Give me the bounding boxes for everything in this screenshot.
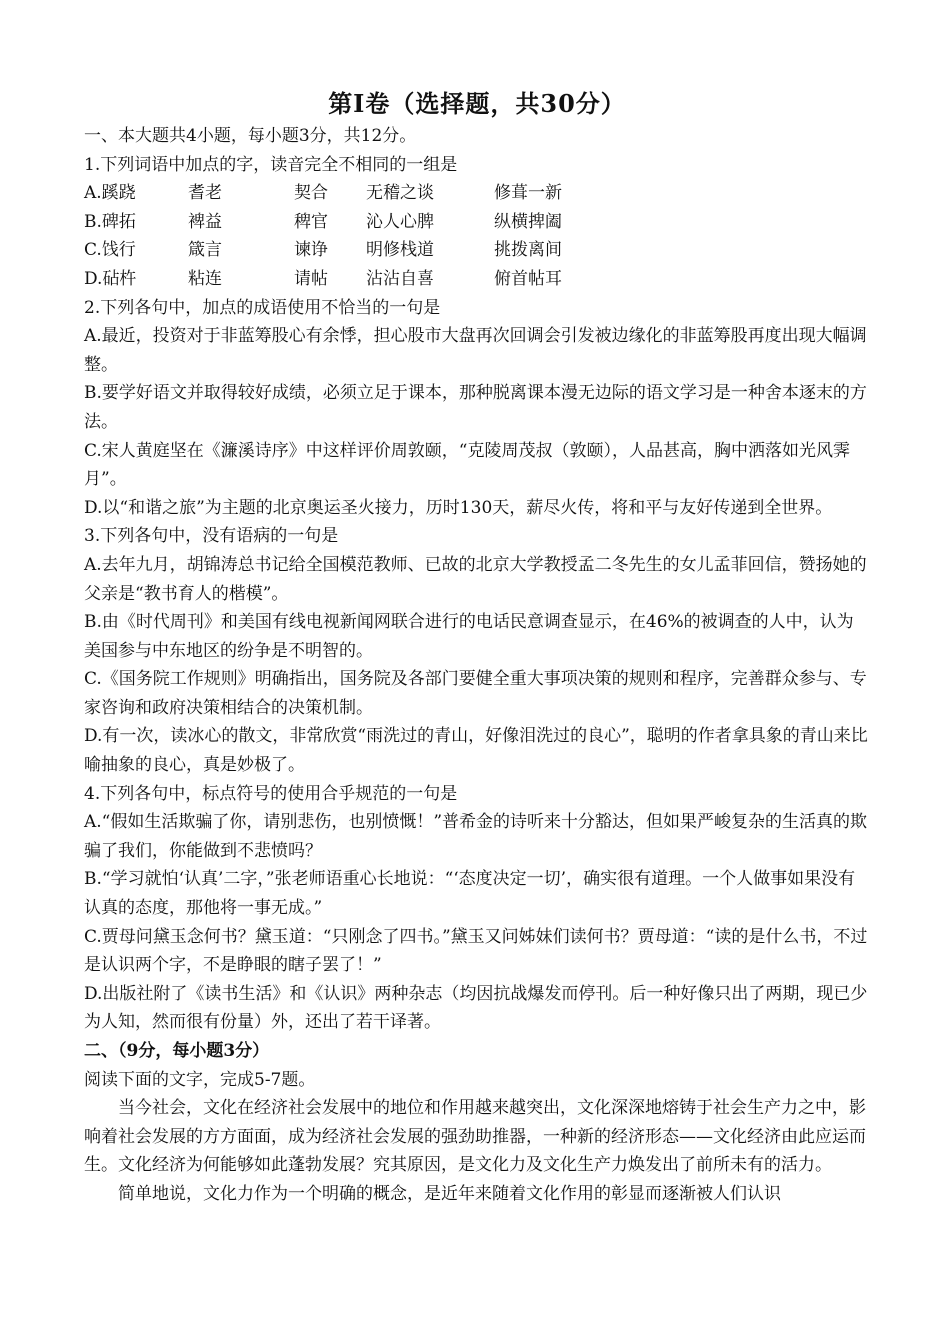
answer-option: C.宋人黄庭坚在《濂溪诗序》中这样评价周敦颐，“克陵周茂叔（敦颐），人品甚高，胸中洒落如光风霁月”。 xyxy=(84,440,850,490)
passage-paragraph: 当今社会，文化在经济社会发展中的地位和作用越来越突出，文化深深地熔铸于社会生产力之中，影响着社会发展的方方面面，成为经济社会发展的强劲助推器，一种新的经济形态——文化经济由此应运而生。文化经济为何能够如此蓬勃发展？究其原因，是文化力及文化生产力焕发出了前所未有的活力。 xyxy=(84,1098,866,1176)
option-word: 纵横捭阖 xyxy=(494,211,562,232)
option-word: 稗官 xyxy=(294,211,328,232)
answer-option: B.“学习就怕‘认真’二字，”张老师语重心长地说：“‘态度决定一切’，确实很有道理。一个人做事如果没有认真的态度，那他将一事无成。” xyxy=(84,869,856,919)
option-row-c xyxy=(84,236,870,265)
question-stem: 3.下列各句中，没有语病的一句是 xyxy=(84,526,339,547)
section-header: 二、（9分，每小题3分） xyxy=(84,1041,270,1061)
page-title: 第Ⅰ卷（选择题，共30分） xyxy=(328,89,626,118)
answer-option: C.贾母问黛玉念何书？黛玉道：“只刚念了四书。”黛玉又问姊妹们读何书？贾母道：“读的是什么书，不过是认识两个字，不是睁眼的瞎子罢了！” xyxy=(84,926,868,976)
option-word: 请帖 xyxy=(294,268,328,289)
option-word: 裨益 xyxy=(188,211,222,232)
option-word: 明修栈道 xyxy=(366,240,434,261)
answer-option: C.《国务院工作规则》明确指出，国务院及各部门要健全重大事项决策的规则和程序，完善群众参与、专家咨询和政府决策相结合的决策机制。 xyxy=(84,669,867,718)
option-word: 谏诤 xyxy=(294,240,328,261)
answer-option: D.以“和谐之旅”为主题的北京奥运圣火接力，历时130天，薪尽火传，将和平与友好传递到全世界。 xyxy=(84,497,833,518)
section-header: 一、本大题共4小题，每小题3分，共12分。 xyxy=(84,126,417,146)
option-word: 无稽之谈 xyxy=(366,183,434,204)
option-word: A.蹊跷 xyxy=(84,183,136,204)
section-intro: 阅读下面的文字，完成5-7题。 xyxy=(84,1069,316,1090)
option-word: C.饯行 xyxy=(84,240,136,261)
option-word: 契合 xyxy=(294,183,328,204)
option-row-b xyxy=(84,208,870,237)
option-word: 粘连 xyxy=(188,268,222,289)
option-row-d xyxy=(84,265,870,294)
question-stem: 1.下列词语中加点的字，读音完全不相同的一组是 xyxy=(84,154,458,175)
answer-option: B.由《时代周刊》和美国有线电视新闻网联合进行的电话民意调查显示，在46%的被调查的人中，认为美国参与中东地区的纷争是不明智的。 xyxy=(84,612,854,661)
option-word: 修葺一新 xyxy=(494,183,562,204)
answer-option: A.“假如生活欺骗了你，请别悲伤，也别愤慨！”普希金的诗听来十分豁达，但如果严峻复杂的生活真的欺骗了我们，你能做到不悲愤吗？ xyxy=(84,812,868,861)
option-word: 沾沾自喜 xyxy=(366,268,434,289)
answer-option: D.有一次，读冰心的散文，非常欣赏“雨洗过的青山，好像泪洗过的良心”，聪明的作者拿具象的青山来比喻抽象的良心，真是妙极了。 xyxy=(84,726,868,776)
option-word: 沁人心脾 xyxy=(366,211,434,232)
passage-paragraph: 简单地说，文化力作为一个明确的概念，是近年来随着文化作用的彰显而逐渐被人们认识 xyxy=(118,1183,781,1204)
exam-page xyxy=(84,86,870,1209)
option-word: 箴言 xyxy=(188,240,222,261)
answer-option: B.要学好语文并取得较好成绩，必须立足于课本，那种脱离课本漫无边际的语文学习是一种舍本逐末的方法。 xyxy=(84,383,867,432)
option-word: 挑拨离间 xyxy=(494,240,562,261)
question-stem: 2.下列各句中，加点的成语使用不恰当的一句是 xyxy=(84,297,441,318)
answer-option: D.出版社附了《读书生活》和《认识》两种杂志（均因抗战爆发而停刊。后一种好像只出了两期，现已少为人知，然而很有份量）外，还出了若干译著。 xyxy=(84,983,868,1033)
option-word: 耆老 xyxy=(188,183,222,204)
option-word: D.砧杵 xyxy=(84,268,137,289)
answer-option: A.最近，投资对于非蓝筹股心有余悸，担心股市大盘再次回调会引发被边缘化的非蓝筹股再度出现大幅调整。 xyxy=(84,326,867,375)
option-row-a xyxy=(84,179,870,208)
option-word: B.碑拓 xyxy=(84,211,136,232)
option-word: 俯首帖耳 xyxy=(494,268,562,289)
question-stem: 4.下列各句中，标点符号的使用合乎规范的一句是 xyxy=(84,783,458,804)
answer-option: A.去年九月，胡锦涛总书记给全国模范教师、已故的北京大学教授孟二冬先生的女儿孟菲回信，赞扬她的父亲是“教书育人的楷模”。 xyxy=(84,554,867,604)
